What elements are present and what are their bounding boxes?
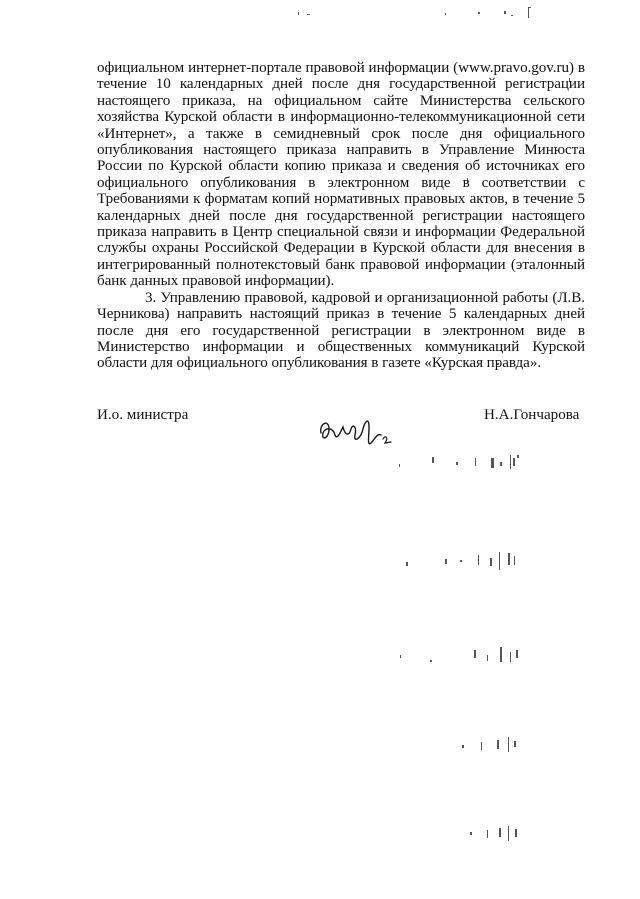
- signatory-title: И.о. министра: [97, 407, 189, 423]
- paragraph-continuation: официальном интернет-портале правовой информации (www.pravo.gov.ru) в течение 10 календарных дней после дня государственной регистрации настоящего приказа, на официальном сайте Министерства сельского хозяйства Курской области в информационно-телекоммуникационной сети «Интернет», а также в семидневный срок после дня официального опубликования настоящего приказа направить в Управление Минюста России по Курской области копию приказа и сведения об источниках его официального опубликования в электронном виде в соответствии с Требованиями к форматам копий нормативных правовых актов, в течение 5 календарных дней после дня государственной регистрации настоящего приказа направить в Центр специальной связи и информации Федеральной службы охраны Российской Федерации в Курской области для внесения в интегрированный полнотекстовый банк правовой информации (эталонный банк данных правовой информации).: [97, 60, 585, 290]
- signatory-name: Н.А.Гончарова: [484, 407, 580, 423]
- paragraph-item-3: 3. Управлению правовой, кадровой и организационной работы (Л.В. Черникова) направить настоящий приказ в течение 5 календарных дней после дня его государственной регистрации в электронном виде в Министерство информации и общественных коммуникаций Курской области для официального опубликования в газете «Курская правда».: [97, 289, 585, 372]
- document-body: [97, 60, 585, 372]
- handwritten-signature: [317, 413, 397, 453]
